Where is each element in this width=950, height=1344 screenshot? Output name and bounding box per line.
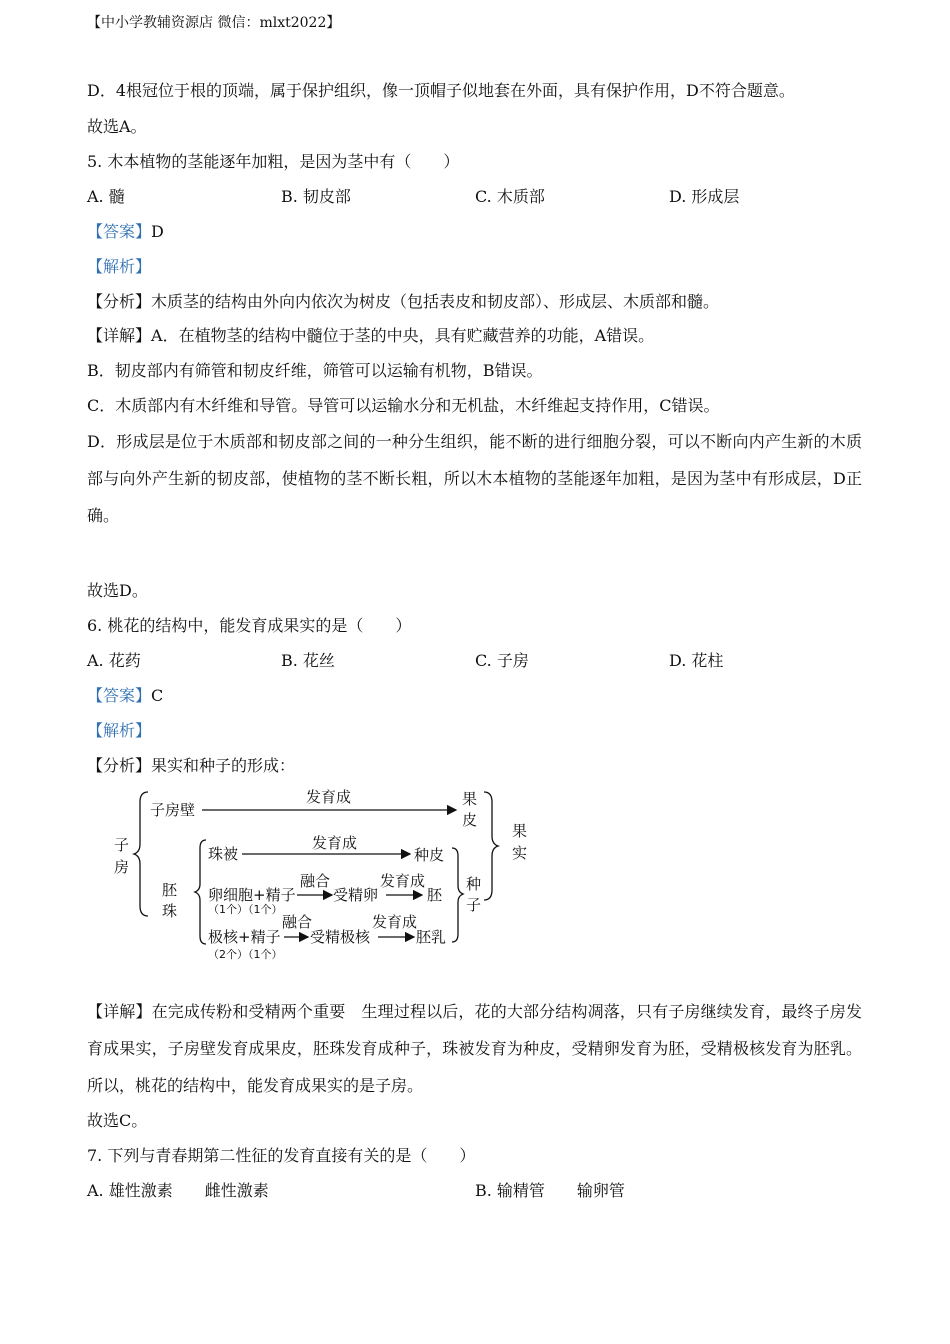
answer-tag: 【答案】: [87, 686, 152, 705]
fert-polar-label: 受精极核: [310, 928, 371, 946]
q5-answer: [87, 221, 164, 243]
counts-label-2: （2个）（1个）: [208, 948, 283, 961]
fruit-label-1: 果: [512, 822, 528, 840]
q5-detail-b: B．韧皮部内有筛管和韧皮纤维，筛管可以运输有机物，B错误。: [87, 361, 543, 380]
fruit-brace: [484, 792, 498, 900]
q5-detail-a: [87, 325, 654, 347]
q6-stem: 6. 桃花的结构中，能发育成果实的是（ ）: [87, 616, 412, 635]
embryo-label: 胚: [427, 886, 443, 904]
q5-conclusion: 故选D。: [87, 581, 148, 600]
q5-option-a: A. 髓: [87, 187, 125, 206]
pericarp-label-1: 果: [462, 790, 478, 808]
q6-answer: [87, 685, 163, 707]
q7-stem: 7. 下列与青春期第二性征的发育直接有关的是（ ）: [87, 1146, 476, 1165]
answer-value: D: [151, 222, 164, 241]
q6-conclusion: 故选C。: [87, 1111, 148, 1130]
q5-option-b: B. 韧皮部: [281, 187, 351, 206]
endosperm-label: 胚乳: [416, 928, 447, 946]
detail-tag: 【详解】: [87, 326, 152, 345]
q5-detail-c: C．木质部内有木纤维和导管。导管可以运输水分和无机盐，木纤维起支持作用，C错误。: [87, 396, 720, 415]
pericarp-label-2: 皮: [462, 811, 478, 829]
fenxi-text: 果实和种子的形成：: [151, 756, 296, 775]
egg-sperm-label: 卵细胞+精子: [208, 886, 296, 904]
q6-analysis: [87, 755, 295, 777]
develops-label-1: 发育成: [306, 788, 352, 806]
detail-a-text: A．在植物茎的结构中髓位于茎的中央，具有贮藏营养的功能，A错误。: [151, 326, 655, 345]
q6-option-d: D. 花柱: [669, 651, 724, 670]
q6-detail: [87, 993, 862, 1104]
seed-coat-label: 种皮: [414, 846, 445, 864]
seed-brace: [452, 848, 463, 942]
answer-tag: 【答案】: [87, 222, 152, 241]
ovary-brace: [134, 792, 148, 916]
ovary-wall-label: 子房壁: [150, 801, 196, 819]
counts-label-1: （1个）（1个）: [208, 903, 283, 916]
q4-option-d-explanation: D．4根冠位于根的顶端，属于保护组织，像一顶帽子似地套在外面，具有保护作用，D不符合题意。: [87, 81, 795, 100]
fenxi-tag: 【分析】: [87, 756, 152, 775]
ovule-label-2: 珠: [162, 902, 178, 920]
fruit-label-2: 实: [512, 844, 528, 862]
zygote-label: 受精卵: [333, 886, 379, 904]
q6-analysis-tag: 【解析】: [87, 721, 152, 740]
q4-conclusion: 故选A。: [87, 117, 147, 136]
ovule-label-1: 胚: [162, 881, 178, 899]
fenxi-tag: 【分析】: [87, 292, 152, 311]
ovary-label-2: 房: [114, 858, 130, 876]
q5-option-c: C. 木质部: [475, 187, 545, 206]
integument-label: 珠被: [208, 845, 239, 863]
answer-value: C: [151, 686, 164, 705]
q6-option-a: A. 花药: [87, 651, 141, 670]
detail-tag: 【详解】: [87, 1002, 152, 1021]
q5-stem: 5. 木本植物的茎能逐年加粗，是因为茎中有（ ）: [87, 152, 460, 171]
seed-label-1: 种: [466, 875, 482, 893]
q5-detail-d: D．形成层是位于木质部和韧皮部之间的一种分生组织，能不断的进行细胞分裂，可以不断向内产生新的木质部与向外产生新的韧皮部，使植物的茎不断长粗，所以木本植物的茎能逐年加粗，是因为茎中有形成层，D正确。: [87, 432, 862, 525]
detail-text: 在完成传粉和受精两个重要 生理过程以后，花的大部分结构凋落，只有子房继续发育，最终子房发育成果实，子房壁发育成果皮，胚珠发育成种子，珠被发育为种皮，受精卵发育为胚，受精极核发育为胚乳。所以，桃花的结构中，能发育成果实的是子房。: [87, 1002, 862, 1095]
q6-option-b: B. 花丝: [281, 651, 335, 670]
q7-option-b: B. 输精管 输卵管: [475, 1181, 625, 1200]
polar-sperm-label: 极核+精子: [208, 928, 281, 946]
q5-option-d: D. 形成层: [669, 187, 740, 206]
fuses-label-2: 融合: [282, 913, 313, 931]
q5-analysis: [87, 291, 719, 313]
develops-label-3: 发育成: [380, 872, 426, 890]
fenxi-text: 木质茎的结构由外向内依次为树皮（包括表皮和韧皮部）、形成层、木质部和髓。: [151, 292, 720, 311]
q5-analysis-tag: 【解析】: [87, 257, 152, 276]
q6-option-c: C. 子房: [475, 651, 529, 670]
page-header: 【中小学教辅资源店 微信：mlxt2022】: [87, 15, 341, 31]
fruit-seed-formation-diagram: [104, 782, 544, 972]
fuses-label-1: 融合: [300, 872, 331, 890]
q7-option-a: A. 雄性激素 雌性激素: [87, 1181, 269, 1200]
develops-label-4: 发育成: [372, 913, 418, 931]
develops-label-2: 发育成: [312, 834, 358, 852]
ovule-brace: [195, 840, 206, 944]
ovary-label-1: 子: [114, 836, 130, 854]
seed-label-2: 子: [466, 896, 482, 914]
